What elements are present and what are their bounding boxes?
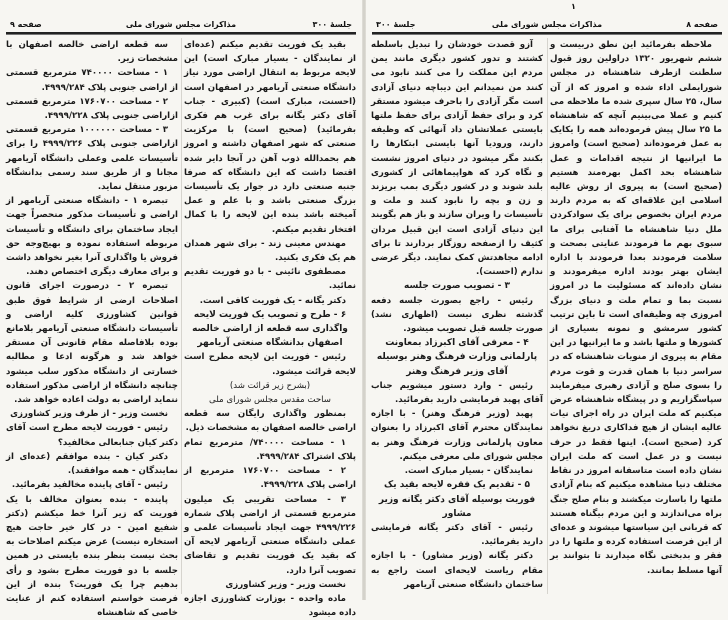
paragraph	[371, 38, 543, 279]
paragraph-text: ۳ - مساحت ۱۰۰۰۰۰۰ مترمربع قسمتی ازاراضی جنوبی پلاک ۴۹۹۹/۲۲۶ را برای تأسیسات علمی وعملی دانشگاه آریامهر مجانا و از طریق سند رسمی بدانشگاه مزبور منتقل نماید.	[6, 125, 178, 192]
header-rule	[372, 32, 722, 35]
paragraph-text: ماده واحده - بوزارت کشاورزی اجازه داده میشود	[184, 594, 356, 618]
paragraph-text: - یک فوریت کافی است.	[200, 296, 305, 306]
speaker-name: دکتر یگانه	[489, 551, 533, 561]
section-heading: ۵ - تقدیم یک فقره لایحه بقید یک فوریت بوسیله آقای دکتر یگانه وزیر مشاور	[371, 478, 543, 521]
speaker-paragraph	[6, 478, 178, 492]
paragraph-text: سه قطعه اراضی خالصه اصفهان با مشخصات زیر.	[6, 40, 178, 64]
paragraph-text: بمنظور واگذاری رایگان سه قطعه اراضی خالصه اصفهان به مشخصات ذیل.	[184, 409, 356, 433]
publication-title: مذاکرات مجلس شورای ملی	[126, 20, 236, 29]
session-number: جلسهٔ ۳۰۰	[376, 20, 415, 29]
header-rule	[6, 32, 356, 35]
speaker-name: رئیس	[144, 480, 168, 490]
speaker-name: تبصره ۲	[129, 281, 168, 291]
speaker-paragraph	[6, 421, 178, 449]
paragraph-text: - دانشگاه صنعتی آریامهر از اراضی و تأسیسات مذکور منحصراً جهت ایجاد ساختمان برای دانشگاه و تأسیسات مربوطه استفاده نموده و بهیچ‌وجه حق فروش یا واگذاری آنرا بغیر نخواهد داشت و برای معارف دیگری اختصاص دهند.	[6, 196, 178, 277]
page-number: صفحه ۹	[10, 20, 42, 29]
speaker-paragraph	[184, 237, 356, 265]
paragraph	[6, 123, 178, 194]
paragraph-text: ۱ - مساحت ۷۴۰۰۰۰ مترمربع قسمتی از اراضی جنوبی پلاک ۴۹۹۹/۲۸۴.	[6, 68, 178, 92]
paragraph-text: (وزیر مشاور) - با اجازه مقام ریاست لایحه‌ای است راجع به ساختمان دانشگاه صنعتی آریامهر	[371, 551, 543, 589]
paragraph-text: - بنده بعنوان مخالف با یک فوریت که زیر آنرا خط میکشم (دکتر شفیع امین - در کار خیر حاجت هیچ استخاره نیست) عرض میکنم اصلاحات به بحث نیست بنظر بنده بایستی در همین جلسه با دو فوریت مطرح بشود و رأی بدهیم چرا یک فوریت؟ بنده از این فرصت خواستم استفاده کنم از عنایت خاصی که شاهنشاه	[6, 495, 178, 619]
paragraph-text: ۲ - مساحت ۱۷۶۰۷۰۰ مترمربع قسمتی ازاراضی جنوبی پلاک ۴۹۹۹/۲۲۸.	[6, 97, 178, 121]
speaker-name: نمایندگان	[494, 466, 533, 476]
centered-line: (بشرح زیر قرائت شد)	[184, 379, 356, 393]
text-column	[6, 38, 178, 594]
speaker-paragraph	[371, 379, 543, 407]
speaker-name: مصطفوی نائینی	[275, 267, 346, 277]
section-heading: ۶ - طرح و تصویب یک فوریت لایحه واگذاری سه قطعه از اراضی خالصه اصفهان بدانشگاه صنعتی آریامهر	[184, 308, 356, 351]
paragraph	[184, 592, 356, 620]
paragraph	[184, 578, 356, 592]
paragraph	[184, 464, 356, 492]
speaker-paragraph	[371, 294, 543, 337]
speaker-name: دکتر کیان	[125, 452, 168, 462]
page-header	[6, 20, 356, 31]
publication-title: مذاکرات مجلس شورای ملی	[492, 20, 602, 29]
speaker-paragraph	[371, 464, 543, 478]
section-heading: ۳ - تصویب صورت جلسه	[371, 279, 543, 293]
paragraph-text: بقید یک فوریت تقدیم میکنم (عده‌ای از نمایندگان - بسیار مبارک است) این لایحه مربوط به انتقال اراضی مورد نیاز دانشگاه صنعتی آریامهر در اصفهان است (احسنت، مبارک است) (کبیری - جناب آقای دکتر یگانه برای غرب هم فکری بفرمائید) (صحیح است) با مرکزیت صنعتی که شهر اصفهان داشته و امروز هم بحمدالله ذوب آهن در آنجا دایر شده اقتضا داشت که این دانشگاه که صرفا جنبه صنعتی دارد در جوار یک تأسیسات بزرگ صنعتی باشد و با علم و عمل آمیخته باشد بنده این لایحه را با کمال افتخار تقدیم میکنم.	[184, 40, 356, 235]
paragraph-text: - فوریت این لایحه مطرح است لایحه قرائت میشود.	[184, 352, 356, 376]
speaker-paragraph	[184, 265, 356, 293]
speaker-name: تبصره ۱	[133, 196, 168, 206]
column-divider	[181, 38, 182, 594]
paragraph	[6, 407, 178, 421]
paragraph-text: (وزیر فرهنگ وهنر) - با اجازه نمایندگان محترم آقای اکبرزاد را بعنوان معاون پارلمانی وزارت فرهنگ وهنر به مجلس شورای ملی معرفی میکنم.	[371, 409, 543, 462]
paragraph-text: - بنده موافقم (عده‌ای از نمایندگان - همه موافقند).	[6, 452, 178, 476]
speaker-paragraph	[6, 194, 178, 279]
speaker-name: پاینده	[145, 495, 168, 505]
paragraph	[6, 95, 178, 123]
paragraph	[184, 493, 356, 578]
paragraph-text: نخست وزیر - از طرف وزیر کشاورزی	[10, 409, 168, 419]
paragraph-text: ۲ - مساحت ۱۷۶۰۷۰۰ مترمربع از اراضی پلاک ۴۹۹۹/۲۲۸.	[184, 466, 356, 490]
speaker-name: رئیس	[509, 381, 533, 391]
paragraph-text: - فوریت لایحه مطرح است آقای دکتر کیان جنابعالی مخالفید؟	[6, 423, 178, 447]
paragraph	[6, 66, 178, 94]
text-column	[184, 38, 356, 594]
speaker-name: مهندس معینی زند	[268, 239, 346, 249]
paragraph-text: - برای شهر همدان هم یک فکری بکنید.	[184, 239, 356, 263]
text-column	[371, 38, 543, 594]
top-mark: ۱	[571, 2, 576, 11]
column-divider	[547, 38, 548, 594]
paragraph-text: - وارد دستور میشویم جناب آقای پهبد فرمایشی دارید بفرمائید.	[371, 381, 543, 405]
paragraph	[184, 407, 356, 435]
paragraph-text: - آقای دکتر یگانه فرمایشی دارید بفرمائید.	[371, 523, 543, 547]
speaker-name: رئیس	[509, 523, 533, 533]
page-number: صفحه ۸	[686, 20, 718, 29]
left-page	[0, 0, 362, 600]
speaker-paragraph	[6, 279, 178, 407]
paragraph	[550, 38, 722, 578]
speaker-name: رئیس	[509, 296, 533, 306]
paragraph	[6, 38, 178, 66]
speaker-name: دکتر یگانه	[305, 296, 346, 306]
speaker-paragraph	[184, 350, 356, 378]
section-heading: ۴ - معرفی آقای اکبرزاد بمعاونت پارلمانی وزارت فرهنگ وهنر بوسیله آقای وزیر فرهنگ وهنر	[371, 336, 543, 379]
paragraph-text: ۱ - مساحت ۷۴۰۰۰۰/ مترمربع تمام پلاک اشتراک ۴۹۹۹/۲۸۴.	[184, 438, 356, 462]
speaker-paragraph	[184, 294, 356, 308]
text-column	[550, 38, 722, 594]
paragraph	[184, 38, 356, 237]
paragraph-text: - با دو فوریت تقدیم نمائید.	[184, 267, 356, 291]
paragraph-text: - آقای پاینده مخالفید بفرمائید.	[12, 480, 144, 490]
speaker-paragraph	[6, 450, 178, 478]
speaker-paragraph	[6, 493, 178, 620]
speaker-name: رئیس	[144, 423, 168, 433]
page-header	[372, 20, 722, 31]
paragraph-text: - درصورت اجرای قانون اصلاحات ارضی از شرایط فوق طبق قوانین کشاورزی کلیه اراضی و تأسیسات دانشگاه صنعتی آریامهر بلامانع بوده بلافاصله مقام قانونی آن مستقر خواهد شد و هرگونه ادعا و مطالبه خسارتی از دانشگاه مذکور سلب میشود چنانچه دانشگاه از اراضی مذکور استفاده ننماید اراضی به دولت اعاده خواهد شد.	[6, 281, 178, 405]
paragraph-text: ۳ - مساحت تقریبی یک میلیون مترمربع قسمتی از اراضی پلاک شماره ۴۹۹۹/۲۲۶ جهت ایجاد تأسیسات علمی و عملی دانشگاه صنعتی آریامهر لایحه آن که بقید یک فوریت تقدیم و تقاضای تصویب آنرا دارد.	[184, 495, 356, 576]
speaker-paragraph	[371, 407, 543, 464]
right-page	[366, 0, 728, 600]
centered-line: ساحت مقدس مجلس شورای ملی	[184, 393, 356, 407]
paragraph-text: - بسیار مبارک است.	[405, 466, 494, 476]
paragraph-text: ملاحظه بفرمائید این نطق دربیست و ششم شهریور ۱۳۲۰ دراولین روز قبول سلطنت ازطرف شاهنشاه در مجلس شورایملی اداء شده و امروز که از آن سال، ۲۵ سال سپری شده ما ملاحظه می کنیم و عملا می‌بینیم آنچه که شاهنشاه ما ۲۵ سال پیش فرموده‌اند همه را یکایک به عمل فرموده‌اند (صحیح است) وامروز ما ایرانیها از نتیجه اقدامات و عمل شاهنشاه بحد اکمل بهره‌مند هستیم (صحیح است) به پیروی از روش عالیه اسلامی این علاقه‌ای که به مردم دارند مردم ایران بخصوص برای یک سوادکردن ملل دنیا شاهنشاه ما آفتابی برای ما سبوی بهم ما فرمودند عنایتی بصحت و سلامت فرمودند بعدا فرمودند با اداره ایشان بهتر بودند اداره میفرمودند و نشان داده‌اند که مسئولیت ما در امروز نسبت بما و تمام ملت و دنیای بزرگ امروزی چه وظیفه‌ای است تا باین ترتیب کشور سرمشق و نمونه بسیاری از کشورها و ملتها باشد و ما ایرانیها در این مقام به پیروی از منویات شاهنشاه که در سراسر دنیا با همان قدرت و قوت مردم را بسوی صلح و آزادی رهبری میفرمایند سپاسگزاریم و در پیشگاه شاهنشاه عرض میکنیم که ملت ایران در راه اجرای نیات عالیه ایشان از هیچ فداکاری دریغ نخواهد کرد (صحیح است). اینها فقط در حرف نیست و در عمل است که ملت ایران نشان داده است متاسفانه امروز در نقاط مختلف دنیا مشاهده میکنیم که بنام آزادی ملتها را باسارت میکشند و بنام صلح جنگ براه می‌اندازند و این مردم بیگناه هستند که قربانی این سیاستها میشوند و عده‌ای از این فرصت استفاده کرده و ملتها را در فقر و بدبختی نگاه میدارند تا بتوانند بر آنها مسلط بمانند.	[550, 40, 722, 576]
speaker-name: پهبد	[516, 409, 533, 419]
speaker-paragraph	[371, 521, 543, 549]
speaker-name: رئیس	[322, 352, 346, 362]
paragraph	[184, 436, 356, 464]
speaker-paragraph	[371, 549, 543, 592]
paragraph-text: نخست وزیر - وزیر کشاورزی	[225, 580, 346, 590]
paragraph-text: - راجع بصورت جلسه دفعه گذشته نظری نیست (اظهاری نشد) صورت جلسه قبل تصویب میشود.	[371, 296, 543, 334]
session-number: جلسهٔ ۳۰۰	[313, 20, 352, 29]
paragraph-text: آزو قصدت خودشان را تبدیل باسلطه کشتند و تدور کشور دیگری مانند یمن مردم این مملکت را می کنند نابود می کنند من نمیدانم این دیباچه دنیای آزادی است مگر آزادی را باحرف میشود مستقر کرد و برای حفظ آزادی برای حفظ ملتها بایستی عملاتشان داد آنهائی که وظیفه دارند، ورودیا آنها بایستی ابتکارها را بکنند مگر میشود در دنیای امروز نشست و نگاه کرد که هواپیماهائی از کشوری بلند شوند و در کشور دیگری بمب بریزند و زن و بچه را نابود کنند و ملت و تأسیسات را ویران سازند و باز هم بگویند این دنیای آزادی است این قبیل مردان کثیف را ازصفحه روزگار بردارند تا برای ادامه مجاهدتش کمک نمایند. دیگر عرضی ندارم (احسنت).	[371, 40, 543, 277]
